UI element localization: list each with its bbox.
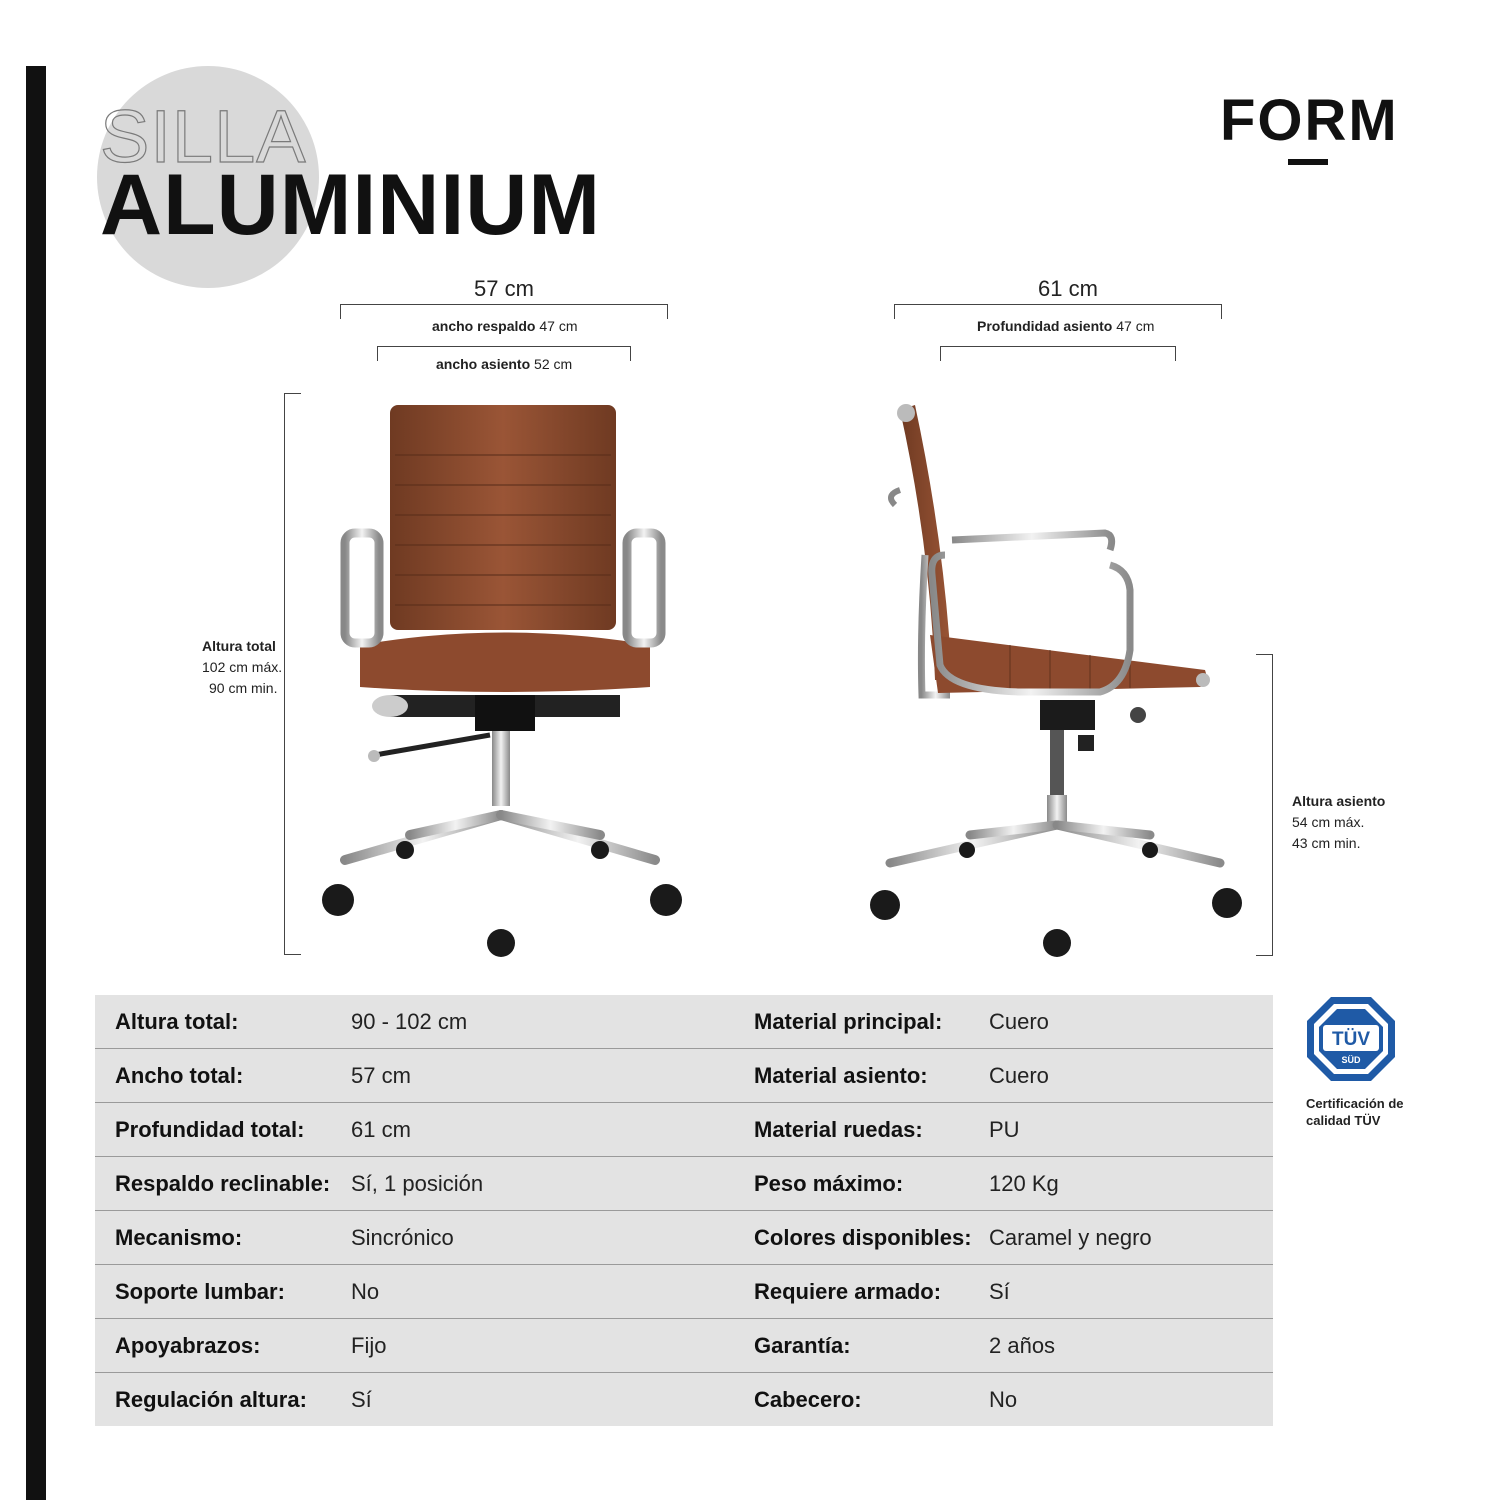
spec-value: Sincrónico [351, 1224, 454, 1250]
spec-key: Mecanismo: [115, 1224, 243, 1250]
seat-width: ancho asiento 52 cm [436, 356, 573, 372]
spec-row [95, 1157, 1273, 1211]
side-depth-bracket [894, 304, 1222, 319]
spec-key: Soporte lumbar: [115, 1278, 285, 1304]
spec-value: 2 años [989, 1332, 1056, 1358]
spec-value: Cuero [989, 1008, 1049, 1034]
specs-table [95, 995, 1273, 1426]
spec-value: Sí [351, 1386, 372, 1412]
spec-value: 57 cm [351, 1062, 411, 1088]
spec-key: Material ruedas: [754, 1116, 923, 1142]
spec-value: Fijo [351, 1332, 387, 1358]
spec-key: Garantía: [754, 1332, 851, 1358]
spec-value: No [351, 1278, 380, 1304]
spec-value: 90 - 102 cm [351, 1008, 468, 1034]
left-accent-bar [26, 66, 46, 1500]
front-width-bracket [340, 304, 668, 319]
spec-key: Peso máximo: [754, 1170, 904, 1196]
spec-row [95, 1211, 1273, 1265]
side-depth-total: 61 cm [1038, 276, 1098, 301]
spec-value: Cuero [989, 1062, 1049, 1088]
spec-key: Altura total: [115, 1008, 239, 1034]
spec-key: Ancho total: [115, 1062, 244, 1088]
spec-row [95, 1103, 1273, 1157]
brand-logo: FORM [1220, 88, 1399, 153]
spec-value: 61 cm [351, 1116, 411, 1142]
spec-key: Material principal: [754, 1008, 943, 1034]
tuv-certification-icon [1305, 995, 1397, 1083]
spec-key: Regulación altura: [115, 1386, 307, 1412]
spec-value: Sí [989, 1278, 1010, 1304]
title-bold: ALUMINIUM [100, 157, 602, 253]
front-height-note: Altura total 102 cm máx. 90 cm min. [202, 638, 283, 696]
tuv-badge-sub: SÜD [1341, 1055, 1361, 1065]
spec-key: Requiere armado: [754, 1278, 942, 1304]
backrest-width: ancho respaldo 47 cm [432, 318, 578, 334]
brand-logo-underline [1288, 159, 1328, 165]
spec-key: Profundidad total: [115, 1116, 305, 1142]
title-light: SILLA [100, 95, 307, 178]
tuv-caption: Certificación de calidad TÜV [1306, 1096, 1404, 1128]
spec-row [95, 995, 1273, 1049]
spec-row [95, 1373, 1273, 1426]
chair-front-image [300, 395, 720, 965]
spec-key: Apoyabrazos: [115, 1332, 261, 1358]
spec-row [95, 1319, 1273, 1373]
spec-value: No [989, 1386, 1018, 1412]
chair-side-image [860, 395, 1260, 965]
spec-value: Sí, 1 posición [351, 1170, 484, 1196]
spec-key: Cabecero: [754, 1386, 862, 1412]
front-height-bracket [284, 393, 301, 955]
spec-key: Respaldo reclinable: [115, 1170, 331, 1196]
spec-value: Caramel y negro [989, 1224, 1152, 1250]
seat-depth-bracket [940, 346, 1176, 361]
spec-key: Material asiento: [754, 1062, 928, 1088]
seat-height-note: Altura asiento 54 cm máx. 43 cm min. [1292, 793, 1386, 851]
spec-value: 120 Kg [989, 1170, 1059, 1196]
spec-row [95, 1049, 1273, 1103]
tuv-badge-main: TÜV [1332, 1029, 1370, 1050]
front-width-total: 57 cm [474, 276, 534, 301]
spec-row [95, 1265, 1273, 1319]
seat-depth: Profundidad asiento 47 cm [977, 318, 1155, 334]
spec-key: Colores disponibles: [754, 1224, 972, 1250]
spec-value: PU [989, 1116, 1020, 1142]
